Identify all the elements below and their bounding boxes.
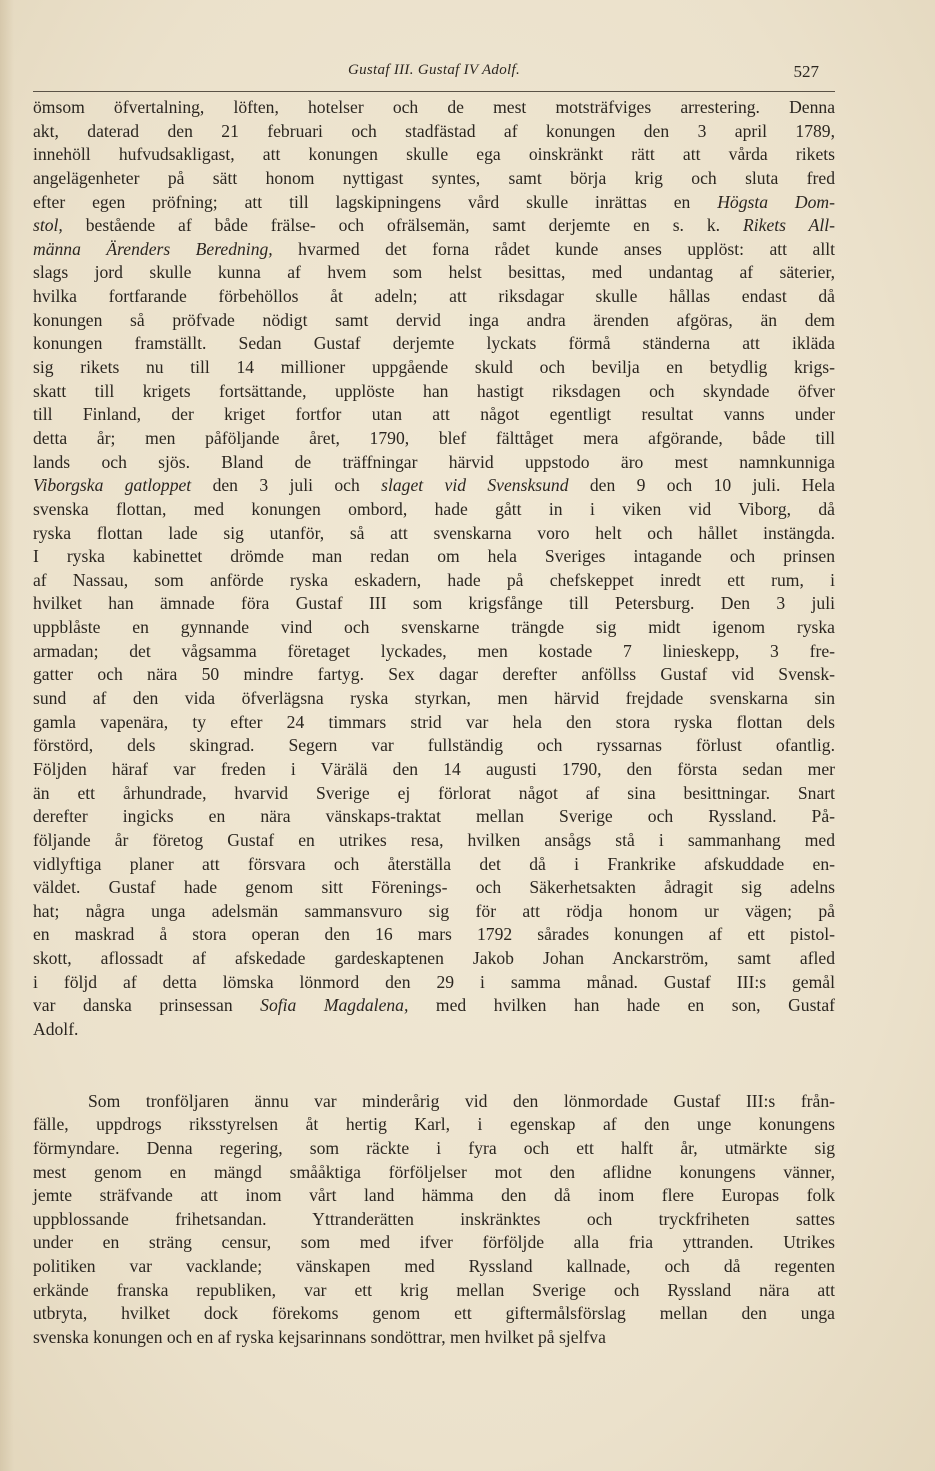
text-run: Adolf. xyxy=(33,1018,79,1039)
text-line xyxy=(33,711,835,735)
text-run: svenska konungen och en af ryska kejsarinnans sondöttrar, men hvilket på sjelfva xyxy=(33,1327,606,1348)
text-line xyxy=(33,663,835,687)
italic-term: stol, xyxy=(33,215,63,236)
text-line xyxy=(33,96,835,120)
text-line xyxy=(33,569,835,593)
text-run: lands och sjös. Bland de träffningar härvid uppstodo äro mest namnkunniga xyxy=(33,451,835,472)
text-line xyxy=(33,900,835,924)
text-line xyxy=(33,994,835,1018)
text-line xyxy=(33,805,835,829)
text-run: uppblåste en gynnande vind och svenskarne trängde sig midt igenom ryska xyxy=(33,617,835,638)
text-run: förmyndare. Denna regering, som räckte i fyra och ett halft år, utmärkte sig xyxy=(33,1137,835,1158)
text-run: svenska flottan, med konungen ombord, hade gått in i viken vid Viborg, då xyxy=(33,498,835,519)
text-line xyxy=(33,285,835,309)
text-run: utbryta, hvilket dock förekoms genom ett giftermålsförslag mellan den unga xyxy=(33,1303,835,1324)
paragraph-gap xyxy=(33,1042,835,1090)
text-run: skott, aflossadt af afskedade gardeskaptenen Jakob Johan Anckarström, samt afled xyxy=(33,948,835,969)
text-line xyxy=(33,309,835,333)
text-run: af Nassau, som anförde ryska eskadern, hade på chefskeppet inredt ett rum, i xyxy=(33,569,835,590)
text-line xyxy=(33,474,835,498)
text-line xyxy=(33,167,835,191)
text-line xyxy=(33,214,835,238)
text-run: Följden häraf var freden i Värälä den 14 augusti 1790, den första sedan mer xyxy=(33,758,835,779)
italic-term: slaget vid Svensksund xyxy=(381,475,569,496)
text-line xyxy=(33,853,835,877)
page-gutter-shadow xyxy=(0,0,14,1471)
text-run: väldet. Gustaf hade genom sitt Förenings- och Säkerhetsakten ådragit sig adelns xyxy=(33,877,835,898)
text-run: hat; några unga adelsmän sammansvuro sig för att rödja honom ur vägen; på xyxy=(33,900,835,921)
text-run: angelägenheter på sätt honom nyttigast syntes, samt börja krig och sluta fred xyxy=(33,167,835,188)
text-line xyxy=(33,427,835,451)
text-line xyxy=(33,1302,835,1326)
text-line xyxy=(33,947,835,971)
text-run: jemte sträfvande att inom vårt land hämma den då inom flere Europas folk xyxy=(33,1185,835,1206)
text-run: en maskrad å stora operan den 16 mars 1792 sårades konungen af ett pistol- xyxy=(33,924,835,945)
running-head: Gustaf III. Gustaf IV Adolf. xyxy=(347,62,520,78)
text-run: sig rikets nu till 14 millioner uppgående skuld och bevilja en betydlig krigs- xyxy=(33,357,835,378)
text-line xyxy=(33,1113,835,1137)
text-line xyxy=(33,971,835,995)
text-run: bestående af både frälse- och ofrälsemän, samt derjemte en s. k. xyxy=(62,215,744,236)
text-line xyxy=(33,332,835,356)
text-run: mest genom en mängd smååktiga förföljelser mot den aflidne konungens vänner, xyxy=(33,1161,835,1182)
text-run: fälle, uppdrogs riksstyrelsen åt hertig Karl, i egenskap af den unge konungens xyxy=(33,1114,835,1135)
text-run: än ett århundrade, hvarvid Sverige ej förlorat något af sina besittningar. Snart xyxy=(33,782,835,803)
text-line xyxy=(33,356,835,380)
text-line xyxy=(33,1018,835,1042)
text-run: skatt till krigets fortsättande, upplöste han hastigt riksdagen och skyndade öfver xyxy=(33,380,835,401)
text-run: gatter och nära 50 mindre fartyg. Sex dagar derefter anföllss Gustaf vid Svensk- xyxy=(33,664,835,685)
header-rule xyxy=(33,91,835,92)
text-run: under en sträng censur, som med ifver förföljde alla fria yttranden. Utrikes xyxy=(33,1232,835,1253)
text-run: konungen framställt. Sedan Gustaf derjemte lyckats förmå ständerna att ikläda xyxy=(33,333,835,354)
text-run: förstörd, dels skingrad. Segern var fullständig och ryssarnas förlust ofantlig. xyxy=(33,735,835,756)
text-line xyxy=(33,1255,835,1279)
text-line xyxy=(33,143,835,167)
body-text xyxy=(33,96,835,1350)
text-line xyxy=(33,522,835,546)
text-line xyxy=(33,1231,835,1255)
text-line xyxy=(33,1279,835,1303)
page-header xyxy=(33,60,835,86)
text-line xyxy=(33,451,835,475)
page-number: 527 xyxy=(793,62,819,81)
text-run: ömsom öfvertalning, löften, hotelser och de mest motsträfviges arrestering. Denna xyxy=(33,97,835,117)
text-line xyxy=(33,1326,835,1350)
paragraph xyxy=(33,1090,835,1350)
text-run: ryska flottan lade sig utanför, så att svenskarna voro helt och hållet instängda. xyxy=(33,522,835,543)
text-line xyxy=(33,1208,835,1232)
text-line xyxy=(33,380,835,404)
text-run: I ryska kabinettet drömde man redan om hela Sveriges intagande och prinsen xyxy=(33,546,835,567)
text-run: var danska prinsessan xyxy=(33,995,261,1016)
text-line xyxy=(33,1090,835,1114)
text-line xyxy=(33,734,835,758)
text-line xyxy=(33,1184,835,1208)
text-line xyxy=(33,640,835,664)
text-run: sund af den vida öfverlägsna ryska styrkan, men härvid frejdade svenskarna sin xyxy=(33,688,835,709)
text-run: innehöll hufvudsakligast, att konungen skulle ega oinskränkt rätt att vårda rikets xyxy=(33,144,835,165)
text-line xyxy=(33,687,835,711)
text-run: hvilka fortfarande förbehöllos åt adeln; att riksdagar skulle hållas endast då xyxy=(33,286,835,307)
text-run: följande år företog Gustaf en utrikes resa, hvilken ansågs stå i sammanhang med xyxy=(33,829,835,850)
text-run: derefter ingicks en nära vänskaps-traktat mellan Sverige och Ryssland. På- xyxy=(33,806,835,827)
text-line xyxy=(33,1137,835,1161)
text-run: konungen så pröfvade nödigt samt dervid inga andra ärenden afgöras, än dem xyxy=(33,309,835,330)
italic-term: Sofia Magdalena, xyxy=(260,995,409,1016)
text-run: Som tronföljaren ännu var minderårig vid den lönmordade Gustaf III:s från- xyxy=(88,1090,835,1111)
italic-term: Viborgska gatloppet xyxy=(33,475,192,496)
text-line xyxy=(33,238,835,262)
text-line xyxy=(33,191,835,215)
text-line xyxy=(33,616,835,640)
text-line xyxy=(33,782,835,806)
text-line xyxy=(33,829,835,853)
text-line xyxy=(33,120,835,144)
text-line xyxy=(33,498,835,522)
text-line xyxy=(33,876,835,900)
text-line xyxy=(33,403,835,427)
text-run: armadan; det vågsamma företaget lyckades, men kostade 7 linieskepp, 3 fre- xyxy=(33,640,835,661)
text-run: vidlyftiga planer att försvara och återställa det då i Frankrike afskuddade en- xyxy=(33,853,835,874)
text-line xyxy=(33,545,835,569)
text-run: hvilket han ämnade föra Gustaf III som krigsfånge till Petersburg. Den 3 juli xyxy=(33,593,835,614)
text-run: hvarmed det forna rådet kunde anses upplöst: att allt xyxy=(272,238,835,259)
text-run: gamla vapenära, ty efter 24 timmars strid var hela den stora ryska flottan dels xyxy=(33,711,835,732)
text-run: politiken var vacklande; vänskapen med Ryssland kallnade, och då regenten xyxy=(33,1256,835,1277)
text-line xyxy=(33,923,835,947)
text-run: med hvilken han hade en son, Gustaf xyxy=(408,995,835,1016)
italic-term: männa Ärenders Beredning, xyxy=(33,238,273,259)
text-run: efter egen pröfning; att till lagskipningens vård skulle inrättas en xyxy=(33,191,718,212)
text-run: den 3 juli och xyxy=(191,475,382,496)
text-run: den 9 och 10 juli. Hela xyxy=(568,475,835,496)
text-run: detta år; men påföljande året, 1790, blef fälttåget mera afgörande, både till xyxy=(33,427,835,448)
text-line xyxy=(33,261,835,285)
text-line xyxy=(33,758,835,782)
text-line xyxy=(33,592,835,616)
text-run: till Finland, der kriget fortfor utan att något egentligt resultat vanns under xyxy=(33,404,835,425)
text-run: i följd af detta lömska lönmord den 29 i samma månad. Gustaf III:s gemål xyxy=(33,971,835,992)
text-run: slags jord skulle kunna af hvem som helst besittas, med undantag af säterier, xyxy=(33,262,835,283)
text-run: erkände franska republiken, var ett krig mellan Sverige och Ryssland nära att xyxy=(33,1279,835,1300)
italic-term: Rikets All- xyxy=(743,215,836,236)
text-run: uppblossande frihetsandan. Yttranderätten inskränktes och tryckfriheten sattes xyxy=(33,1208,835,1229)
italic-term: Högsta Dom- xyxy=(717,191,835,212)
paragraph xyxy=(33,96,835,1042)
text-line xyxy=(33,1161,835,1185)
text-run: akt, daterad den 21 februari och stadfästad af konungen den 3 april 1789, xyxy=(33,120,835,141)
